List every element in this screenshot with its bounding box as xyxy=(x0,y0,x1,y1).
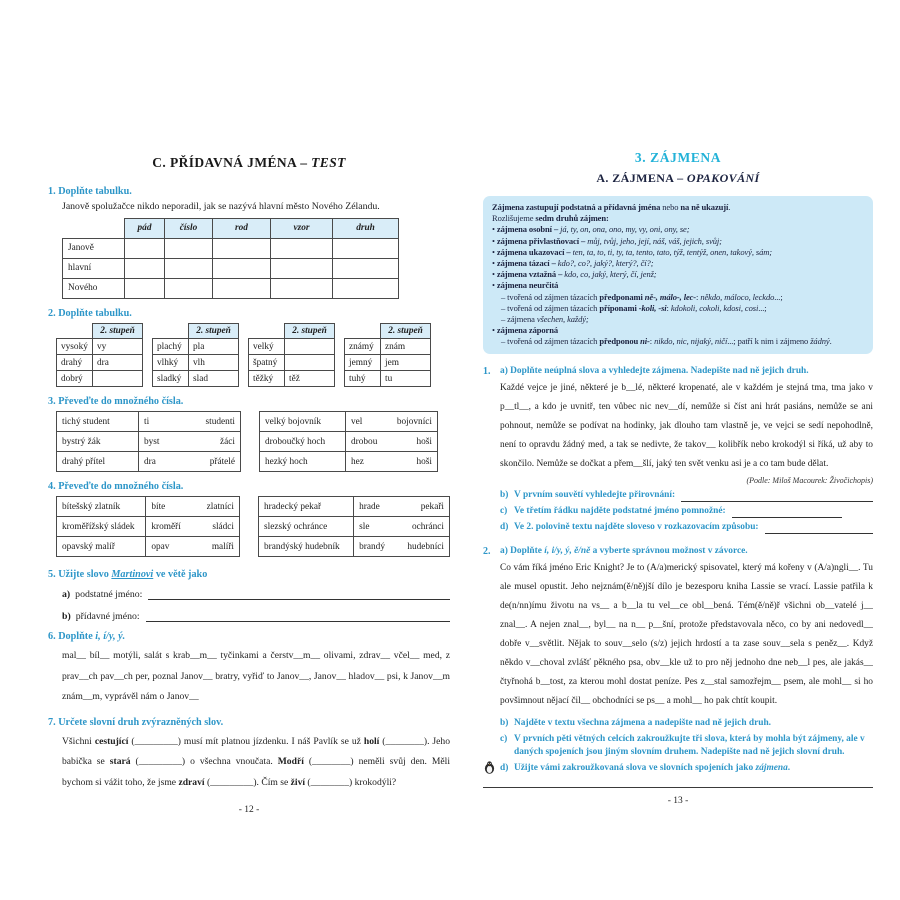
plural-noun: sládci xyxy=(212,521,235,532)
fill-cell[interactable] xyxy=(213,238,271,258)
item-text: V prvním souvětí vyhledejte přirovnání: xyxy=(514,489,676,500)
item-label: b) xyxy=(500,489,509,500)
fill-cell[interactable]: znám xyxy=(381,339,431,355)
fill-cell[interactable] xyxy=(125,238,165,258)
singular-phrase: hezký hoch xyxy=(260,452,346,472)
stem: kroměří xyxy=(151,521,181,532)
stem: ti xyxy=(144,416,150,427)
page-number-right: - 13 - xyxy=(667,795,689,806)
answer-blank[interactable] xyxy=(148,587,450,600)
stem: bíte xyxy=(151,501,166,512)
task-item-b xyxy=(500,717,873,730)
theory-line: • zájmena tázací – kdo?, co?, jaký?, který?, čí?; xyxy=(492,258,654,269)
fill-cell[interactable]: vy xyxy=(93,339,143,355)
singular-phrase: slezský ochránce xyxy=(259,517,354,537)
fill-cell[interactable] xyxy=(213,278,271,298)
plural-noun: ochránci xyxy=(411,521,444,532)
theory-line: – tvořená od zájmen tázacích předponou ni-: nikdo, nic, nijaký, ničí...; patří k nim i zájmeno žádný. xyxy=(501,336,832,347)
stem: dra xyxy=(144,456,156,467)
exercise-4-heading: 4. Převeďte do množného čísla. xyxy=(48,481,184,492)
exercise-6 xyxy=(48,631,450,708)
item-label: b) xyxy=(62,611,71,622)
answer-blank[interactable] xyxy=(765,521,873,534)
penguin-icon xyxy=(484,761,495,774)
comparative-table-3 xyxy=(248,323,335,388)
plural-noun: žáci xyxy=(220,436,235,447)
item-text: Najděte v textu všechna zájmena a nadepište nad ně jejich druh. xyxy=(514,717,772,728)
item-label: d) xyxy=(500,521,509,532)
singular-phrase: droboučký hoch xyxy=(260,432,346,452)
theory-line: • zájmena neurčitá xyxy=(492,280,559,291)
fill-cell[interactable] xyxy=(354,517,450,537)
fill-cell[interactable] xyxy=(271,278,333,298)
adjective: plachý xyxy=(153,339,189,355)
answer-line-a xyxy=(62,587,450,600)
fill-cell[interactable] xyxy=(165,238,213,258)
singular-phrase: bítešský zlatník xyxy=(57,497,146,517)
fill-cell[interactable] xyxy=(165,258,213,278)
fill-cell[interactable] xyxy=(354,537,450,557)
theory-line: – zájmena všechen, každý; xyxy=(501,314,589,325)
singular-phrase: brandýský hudebník xyxy=(259,537,354,557)
adjective: jemný xyxy=(345,355,381,371)
adjective: drahý xyxy=(57,355,93,371)
fill-cell[interactable] xyxy=(213,258,271,278)
exercise-1-heading: 1. Doplňte tabulku. xyxy=(48,186,132,197)
singular-phrase: velký bojovník xyxy=(260,412,346,432)
fill-cell[interactable] xyxy=(333,258,399,278)
theory-line: – tvořená od zájmen tázacích předponami ně-, málo-, lec-: někdo, máloco, leckdo...; xyxy=(501,291,783,302)
plural-noun: přátelé xyxy=(209,456,235,467)
page-12 xyxy=(48,155,450,815)
exercise-4 xyxy=(48,481,450,557)
exercise-6-heading: 6. Doplňte i, í/y, ý. xyxy=(48,631,126,642)
item-label: a) xyxy=(62,589,71,600)
fill-cell[interactable] xyxy=(125,278,165,298)
plural-noun: hoši xyxy=(416,456,432,467)
task-item-d xyxy=(500,521,873,534)
answer-blank[interactable] xyxy=(732,505,842,518)
exercise-1-right xyxy=(483,366,873,537)
section-title: A. ZÁJMENA – OPAKOVÁNÍ xyxy=(596,171,760,185)
item-label: d) xyxy=(500,762,509,773)
task-item-c xyxy=(500,733,873,759)
plural-noun: studenti xyxy=(205,416,235,427)
plural-noun: bojovníci xyxy=(396,416,432,427)
exercise-2-heading: a) Doplňte í, i/y, ý, ě/ně a vyberte správnou možnost v závorce. xyxy=(500,545,748,556)
column-header: pád xyxy=(125,219,165,239)
column-header: číslo xyxy=(165,219,213,239)
item-text: Ve třetím řádku najděte podstatné jméno pomnožné: xyxy=(514,505,726,516)
adjective: vlhký xyxy=(153,355,189,371)
stem: sle xyxy=(359,521,370,532)
fill-cell[interactable] xyxy=(271,238,333,258)
exercise-5 xyxy=(48,569,450,622)
exercise-1 xyxy=(48,186,450,299)
plural-table-3 xyxy=(56,496,240,557)
theory-box xyxy=(483,196,873,354)
theory-line: Zájmena zastupují podstatná a přídavná jména nebo na ně ukazují. xyxy=(492,202,731,212)
table-corner xyxy=(63,219,125,239)
fill-cell[interactable] xyxy=(125,258,165,278)
singular-phrase: kroměřížský sládek xyxy=(57,517,146,537)
exercise-number: 2. xyxy=(483,545,491,557)
exercise-2-heading: 2. Doplňte tabulku. xyxy=(48,307,132,319)
exercise-7-text[interactable]: Všichni cestující (_________) musí mít platnou jízdenku. I náš Pavlík se už holí (________). Jeho babička se stará (_________) o všechna vnoučata. Modří (________) neměli svůj den. Měli bychom si vážit toho, že jsme zdraví (_________). Čím se živí (________) krokodýli? xyxy=(62,735,451,788)
fill-cell[interactable]: dra xyxy=(93,355,143,371)
singular-phrase: hradecký pekař xyxy=(259,497,354,517)
exercise-2-text[interactable]: Co vám říká jméno Eric Knight? Je to (A/a)merický spisovatel, který má kořeny v (A/a)ngli__. Tu ale musel opustit. Jeho nejznám(ě/ně)jší dílo je bezesporu kniha Lassie se vrací. Lassie patřila k de(n/nn)ímu životu na vs__ a b__la tu vel__ce obl__bená. Tém(ě/ně)ř všichni ob__vatelé j__ znal__. A nejen znal__, byl__ na n__ p__šní, protože představovala něco, co by ani nedovedl__ dobře v__světlit. Nějak to souv__selo (s/z) jejich hrdostí a ta zase souv__sela s peněz__. Když někdo v__choval zvlášť pěkného psa, obv__kle už to pro něj jednoho dne neb__l pes, ale jakás__ čtyřnohá b__tost, za kterou mohl dostat peníze. Pes z__stal samozřejm__ psem, ale mohl__ si ho povšimnout nějací čil__ obchodníci se ps__ a mohl__ ho pak chtít koupit. xyxy=(500,562,873,706)
fill-cell[interactable] xyxy=(165,278,213,298)
fill-cell[interactable] xyxy=(346,452,438,472)
fill-cell[interactable] xyxy=(139,452,241,472)
fill-cell[interactable] xyxy=(285,355,335,371)
exercise-1-text[interactable]: Každé vejce je jiné, některé je b__lé, některé kropenaté, ale v každém je stejná tma, tma jako v p__tl__, a kdo je uvnitř, ten vůbec nic nev__dí, nemůže si číst ani hrát pasiáns, nemůže se ani pohnout, nemůže se podívat na hodinky, jak dlouho tam vlastně je, ve vejci se sedí nepohodlně, není to opravdu žádný med, a tak se nedivte, že takov__ kolibřík nebo krokodýl si říká, už aby to skončilo. Nemůže se dočkat a přem__šlí, jaký ten svět venku asi je a co tam bude dělat. xyxy=(500,382,873,469)
plural-noun: zlatníci xyxy=(206,501,235,512)
task-item-b xyxy=(500,489,873,502)
plural-noun: pekaři xyxy=(420,501,444,512)
fill-cell[interactable] xyxy=(146,517,240,537)
row-label: hlavní xyxy=(63,258,125,278)
exercise-1-heading: a) Doplňte neúplná slova a vyhledejte zájmena. Nadepište nad ně jejich druh. xyxy=(500,365,809,376)
fill-cell[interactable] xyxy=(139,432,241,452)
adjective: velký xyxy=(249,339,285,355)
plural-table-4 xyxy=(258,496,450,557)
exercise-5-heading: 5. Užijte slovo Martinovi ve větě jako xyxy=(48,569,208,580)
fill-cell[interactable] xyxy=(93,371,143,387)
answer-blank[interactable] xyxy=(681,489,873,502)
plural-noun: malíři xyxy=(211,541,235,552)
exercise-2 xyxy=(48,308,450,388)
stem: vel xyxy=(351,416,363,427)
source-attribution: (Podle: Miloš Macourek: Živočichopis) xyxy=(746,475,873,485)
fill-cell[interactable] xyxy=(146,537,240,557)
fill-cell[interactable] xyxy=(346,432,438,452)
theory-line: • zájmena přivlastňovací – můj, tvůj, jeho, její, náš, váš, jejich, svůj; xyxy=(492,235,722,246)
adjective: sladký xyxy=(153,371,189,387)
exercise-6-text[interactable]: mal__ bíl__ motýli, salát s krab__m__ tyčinkami a čerstv__m__ olivami, zdrav__ včel__ med, z prav__ch pav__ch per, poznal Janov__ bratry, vyřiď to Janov__, Janov__ hladov__ psi, k Janov__m znám__m, vyprávěl nám o Janov__ xyxy=(62,650,450,702)
theory-line: – tvořená od zájmen tázacích příponami -koli, -si: kdokoli, cokoli, kdosi, cosi...; xyxy=(501,302,767,313)
row-label: Janově xyxy=(63,238,125,258)
item-text: V prvních pěti větných celcích zakroužkujte tři slova, která by mohla být zájmeny, ale v daných spojeních jsou jiným slovním druhem. Nadepište nad ně jejich slovní druh. xyxy=(514,733,865,757)
column-header: vzor xyxy=(271,219,333,239)
plural-noun: hoši xyxy=(416,436,432,447)
adjective: známý xyxy=(345,339,381,355)
exercise-7-heading: 7. Určete slovní druh zvýrazněných slov. xyxy=(48,716,224,728)
fill-cell[interactable] xyxy=(346,412,438,432)
plural-table-1 xyxy=(56,411,241,472)
singular-phrase: tichý student xyxy=(57,412,139,432)
answer-line-b xyxy=(62,609,450,622)
comparative-table-4 xyxy=(344,323,431,388)
column-header: 2. stupeň xyxy=(189,323,239,339)
item-label: c) xyxy=(500,505,508,516)
fill-cell[interactable]: pla xyxy=(189,339,239,355)
column-header: 2. stupeň xyxy=(93,323,143,339)
fill-cell[interactable] xyxy=(354,497,450,517)
declension-table xyxy=(62,218,399,299)
exercise-7 xyxy=(48,717,450,794)
page-title: C. PŘÍDAVNÁ JMÉNA – TEST xyxy=(152,155,346,170)
exercise-3 xyxy=(48,396,450,472)
fill-cell[interactable] xyxy=(271,258,333,278)
page-number-left: - 12 - xyxy=(238,805,260,815)
stem: opav xyxy=(151,541,170,552)
theory-line: • zájmena ukazovací – ten, ta, to, ti, ty, ta, tento, tato, týž, tentýž, onen, takový, sám; xyxy=(492,246,773,257)
column-header: druh xyxy=(333,219,399,239)
item-text: Ve 2. polovině textu najděte sloveso v rozkazovacím způsobu: xyxy=(514,521,759,532)
fill-cell[interactable] xyxy=(333,238,399,258)
comparative-table-1 xyxy=(56,323,143,388)
page-13 xyxy=(483,150,873,806)
theory-line: Rozlišujeme sedm druhů zájmen: xyxy=(492,213,609,224)
fill-cell[interactable]: těž xyxy=(285,371,335,387)
stem: hrade xyxy=(359,501,380,512)
exercise-number: 1. xyxy=(483,365,491,377)
singular-phrase: opavský malíř xyxy=(57,537,146,557)
fill-cell[interactable] xyxy=(139,412,241,432)
fill-cell[interactable]: jem xyxy=(381,355,431,371)
item-text: přídavné jméno: xyxy=(75,611,140,622)
adjective: dobrý xyxy=(57,371,93,387)
item-label: c) xyxy=(500,733,508,744)
footer-rule xyxy=(483,787,873,788)
column-header: 2. stupeň xyxy=(381,323,431,339)
comparative-table-2 xyxy=(152,323,239,388)
column-header: 2. stupeň xyxy=(285,323,335,339)
fill-cell[interactable] xyxy=(146,497,240,517)
stem: brandý xyxy=(359,541,385,552)
exercise-1-sentence: Janově spolužačce nikdo neporadil, jak se nazývá hlavní město Nového Zélandu. xyxy=(62,201,380,212)
stem: drobou xyxy=(351,436,378,447)
item-text: podstatné jméno: xyxy=(75,589,143,600)
adjective: špatný xyxy=(249,355,285,371)
fill-cell[interactable]: vlh xyxy=(189,355,239,371)
item-text: Užijte vámi zakroužkovaná slova ve slovních spojeních jako zájmena. xyxy=(514,762,791,773)
exercise-3-heading: 3. Převeďte do množného čísla. xyxy=(48,396,184,407)
fill-cell[interactable] xyxy=(333,278,399,298)
chapter-title: 3. ZÁJMENA xyxy=(634,150,722,165)
plural-table-2 xyxy=(259,411,438,472)
answer-blank[interactable] xyxy=(146,609,450,622)
adjective: tuhý xyxy=(345,371,381,387)
singular-phrase: drahý přítel xyxy=(57,452,139,472)
fill-cell[interactable] xyxy=(285,339,335,355)
theory-line: • zájmena osobní – já, ty, on, ona, ono, my, vy, oni, ony, se; xyxy=(492,224,690,235)
theory-line: • zájmena záporná xyxy=(492,325,558,336)
column-header: rod xyxy=(213,219,271,239)
task-item-c xyxy=(500,505,873,518)
theory-line: • zájmena vztažná – kdo, co, jaký, který, čí, jenž; xyxy=(492,269,657,280)
exercise-2-right xyxy=(483,546,873,778)
singular-phrase: bystrý žák xyxy=(57,432,139,452)
task-item-d xyxy=(500,762,873,775)
fill-cell[interactable]: slad xyxy=(189,371,239,387)
plural-noun: hudebníci xyxy=(407,541,444,552)
adjective: těžký xyxy=(249,371,285,387)
row-label: Nového xyxy=(63,278,125,298)
stem: byst xyxy=(144,436,160,447)
fill-cell[interactable]: tu xyxy=(381,371,431,387)
item-label: b) xyxy=(500,717,509,728)
adjective: vysoký xyxy=(57,339,93,355)
stem: hez xyxy=(351,456,364,467)
